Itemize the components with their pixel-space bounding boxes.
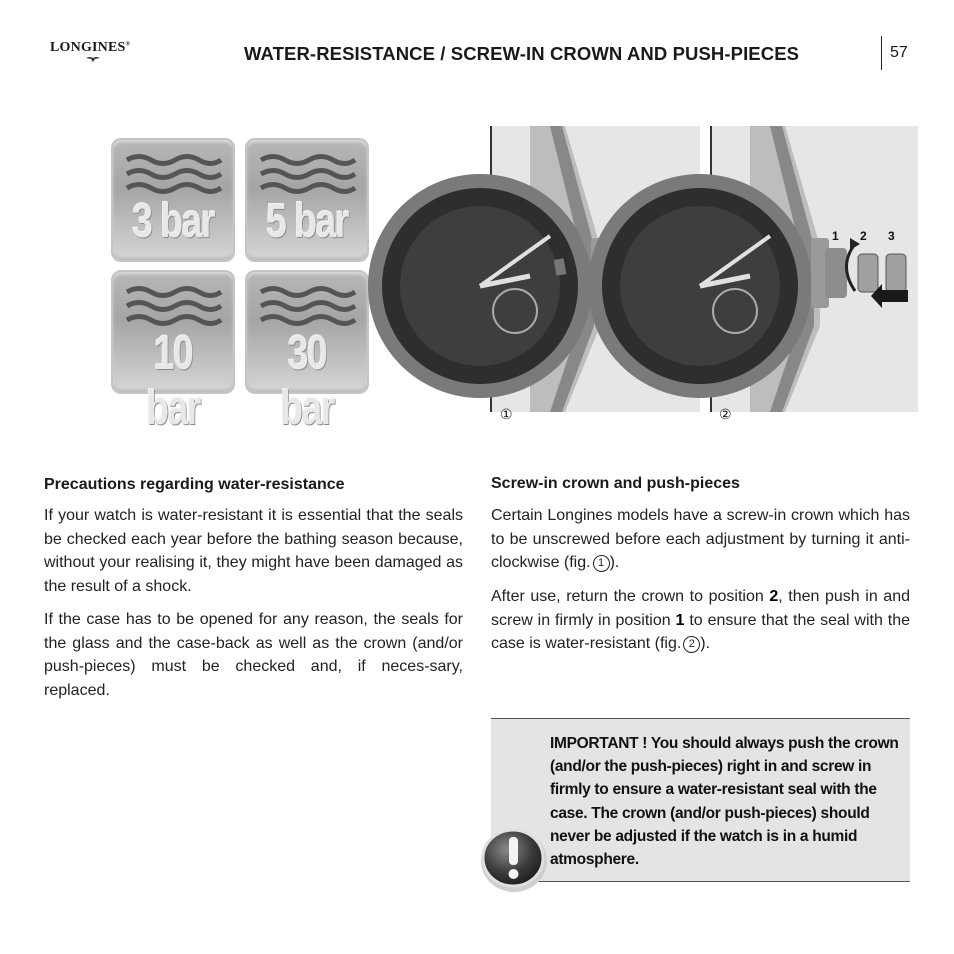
crown-paragraph-1-text: Certain Longines models have a screw-in crown which has to be unscrewed before each adjustment by turning it anti-clockwise (fig. xyxy=(491,507,910,571)
badge-value: 10 bar xyxy=(146,327,200,435)
badge-value: 5 bar xyxy=(266,195,348,248)
crown-paragraph-2 xyxy=(491,585,910,656)
brand-name: LONGINES xyxy=(50,40,126,55)
figure-2-crown-screw-in xyxy=(710,126,918,412)
page-number: 57 xyxy=(890,44,908,61)
waves-icon xyxy=(125,284,221,326)
crown-paragraph-2-a: After use, return the crown to position xyxy=(491,588,770,605)
section-heading-precautions: Precautions regarding water-resistance xyxy=(44,476,345,493)
crown-paragraph-2-c: , then push in and screw in firmly in position xyxy=(491,588,910,629)
position-2-bold: 2 xyxy=(769,588,779,605)
figure-1-label: ① xyxy=(500,406,513,422)
hourglass-wings-icon xyxy=(86,55,100,63)
precautions-paragraph-2: If the case has to be opened for any reason, the seals for the glass and the case-back as well as the crown (and/or push-pieces) must be checked and, if neces-sary, replaced. xyxy=(44,611,463,699)
waves-icon xyxy=(259,284,355,326)
crown-paragraph-1 xyxy=(491,504,910,575)
brand-registered-mark: ® xyxy=(125,41,131,48)
position-label-2: 2 xyxy=(860,229,867,243)
badge-5-bar xyxy=(245,138,369,262)
badge-10-bar xyxy=(111,270,235,435)
crown-paragraph-2-end: ). xyxy=(700,635,711,652)
badge-3-bar xyxy=(111,138,235,262)
waves-icon xyxy=(125,152,221,194)
crown-paragraph-1-end: ). xyxy=(609,554,620,571)
position-label-3: 3 xyxy=(888,229,895,243)
section-heading-screw-in-crown: Screw-in crown and push-pieces xyxy=(491,475,740,492)
badge-30-bar xyxy=(245,270,369,435)
position-label-1: 1 xyxy=(832,229,839,243)
position-1-bold: 1 xyxy=(675,611,685,629)
watch-illustration xyxy=(710,126,918,412)
crown-paragraph-2-d: to ensure that the seal with the case is water-resistant (fig. xyxy=(491,611,910,652)
waves-icon xyxy=(259,152,355,194)
page-title: WATER-RESISTANCE / SCREW-IN CROWN AND PUSH-PIECES xyxy=(244,43,800,64)
figure-2-label: ② xyxy=(719,406,732,422)
badge-value: 3 bar xyxy=(132,195,214,248)
brand-logo xyxy=(50,40,130,56)
important-notice-text: IMPORTANT ! You should always push the crown (and/or the push-pieces) right in and screw in firmly to ensure a water-resistant seal with the case. The crown (and/or push-pieces) should never be adjusted if the watch is in a humid atmosphere. xyxy=(550,735,899,869)
exclamation-icon xyxy=(478,823,548,893)
badge-value: 30 bar xyxy=(280,327,334,435)
figure-ref-2: 2 xyxy=(683,636,700,653)
precautions-paragraph-1: If your watch is water-resistant it is essential that the seals be checked each year before the bathing season because, without your realising it, they might have been damaged as the result of a shock. xyxy=(44,507,463,595)
header-divider xyxy=(881,36,882,70)
figure-ref-1: 1 xyxy=(593,555,610,572)
